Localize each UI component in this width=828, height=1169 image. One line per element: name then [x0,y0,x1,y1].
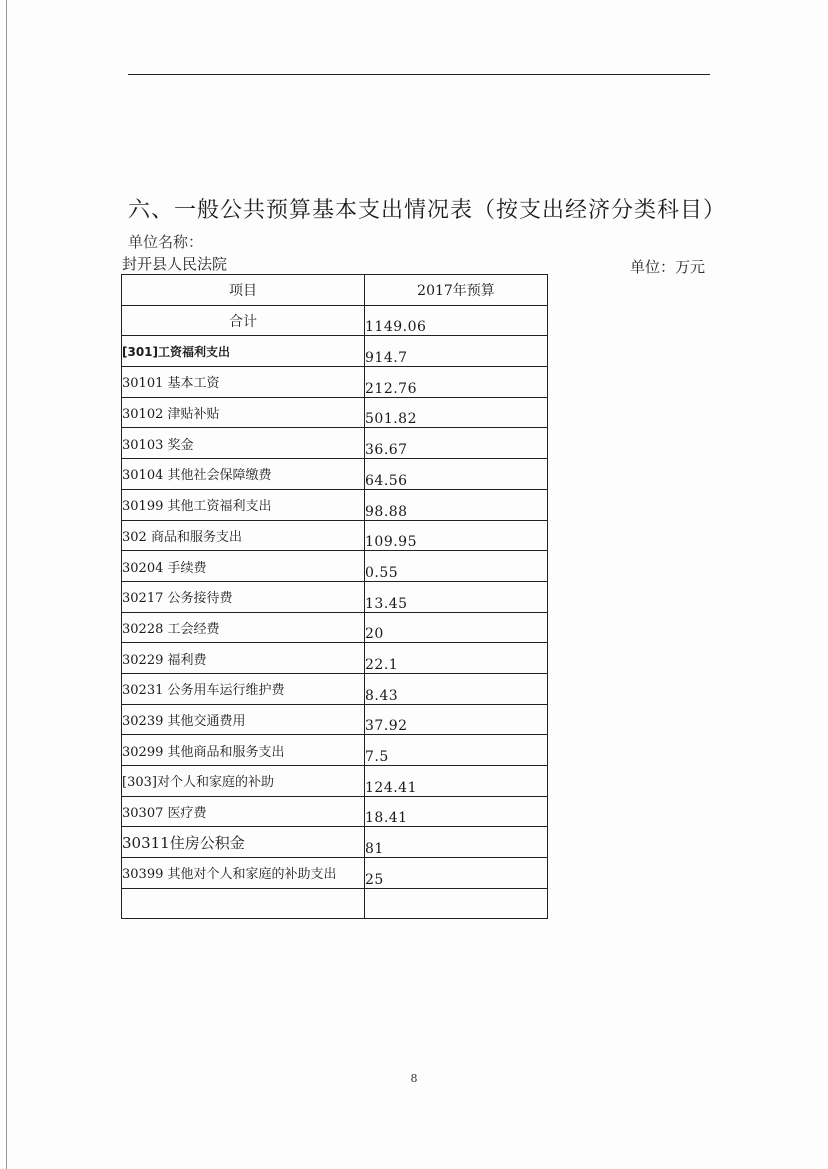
table-row [122,367,548,398]
page-title: 六、一般公共预算基本支出情况表（按支出经济分类科目） [128,198,727,223]
table-row [122,673,548,704]
table-row [122,858,548,889]
table-row [122,520,548,551]
table-row-total [122,305,548,336]
row-value: 22.1 [365,643,548,674]
table-row [122,612,548,643]
row-value: 13.45 [365,581,548,612]
row-value: 212.76 [365,367,548,398]
row-value: 0.55 [365,551,548,582]
row-name [122,888,365,919]
row-name: 30307 医疗费 [122,796,365,827]
row-value [365,888,548,919]
row-value: 37.92 [365,704,548,735]
row-name: [301]工资福利支出 [122,336,365,367]
row-value: 1149.06 [365,305,548,336]
table-row [122,489,548,520]
unit-name-label: 单位名称： [128,233,204,251]
row-name: 30104 其他社会保障缴费 [122,459,365,490]
table-row [122,397,548,428]
row-name: 30103 奖金 [122,428,365,459]
row-name: 30101 基本工资 [122,367,365,398]
row-name: 30311住房公积金 [122,827,365,858]
currency-unit-label: 单位：万元 [630,258,706,276]
row-name: 30228 工会经费 [122,612,365,643]
table-row [122,766,548,797]
row-name: 30199 其他工资福利支出 [122,489,365,520]
page-edge [6,0,7,1169]
row-value: 501.82 [365,397,548,428]
row-value: 109.95 [365,520,548,551]
page-number: 8 [410,1072,418,1085]
table-row [122,643,548,674]
row-name: 合计 [122,305,365,336]
row-value: 98.88 [365,489,548,520]
organization-name: 封开县人民法院 [122,255,228,273]
table-row [122,459,548,490]
table-row [122,428,548,459]
row-value: 36.67 [365,428,548,459]
row-value: 7.5 [365,735,548,766]
row-value: 8.43 [365,673,548,704]
row-name: 30204 手续费 [122,551,365,582]
row-name: 30299 其他商品和服务支出 [122,735,365,766]
row-value: 81 [365,827,548,858]
row-name: 30102 津贴补贴 [122,397,365,428]
row-name: [303]对个人和家庭的补助 [122,766,365,797]
row-name: 30217 公务接待费 [122,581,365,612]
row-value: 18.41 [365,796,548,827]
table-row [122,336,548,367]
table-row [122,796,548,827]
row-name: 30231 公务用车运行维护费 [122,673,365,704]
table-row [122,581,548,612]
row-value: 914.7 [365,336,548,367]
row-name: 30239 其他交通费用 [122,704,365,735]
column-header-budget: 2017年预算 [365,275,548,306]
row-name: 302 商品和服务支出 [122,520,365,551]
table-row [122,735,548,766]
row-value: 124.41 [365,766,548,797]
table-header-row [122,275,548,306]
column-header-item: 项目 [122,275,365,306]
header-rule [128,74,710,75]
row-value: 20 [365,612,548,643]
table-row [122,704,548,735]
budget-table [121,274,548,919]
row-value: 64.56 [365,459,548,490]
row-name: 30399 其他对个人和家庭的补助支出 [122,858,365,889]
table-row [122,551,548,582]
row-name: 30229 福利费 [122,643,365,674]
row-value: 25 [365,858,548,889]
table-row-empty [122,888,548,919]
table-row [122,827,548,858]
